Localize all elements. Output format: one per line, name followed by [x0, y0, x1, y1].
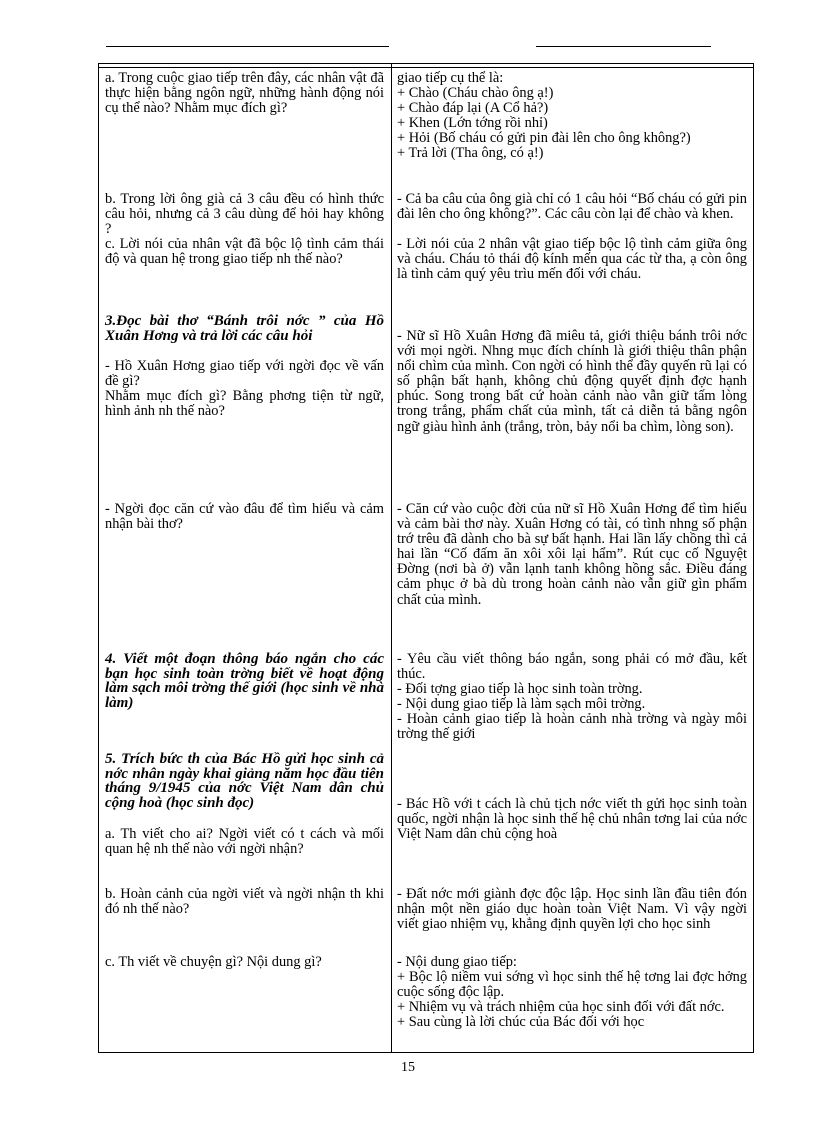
answer-poem-purpose: - Nữ sĩ Hồ Xuân Hơng đã miêu tả, giới thiệu bánh trôi nớc với mọi ngời. Nhng mục đích chính là giới thiệu thân phận nổi chìm của mình. Con ngời có hình thể đầy quyến rũ lại có số phận bất hạnh, không chủ động quyết định đợc hạnh phúc. Song trong bất cứ hoàn cảnh nào vẫn giữ tấm lòng trong trắng, phẩm chất của mình, tất cả diễn tả bằng ngôn ngữ giàu hình ảnh (trắng, tròn, bảy nổi ba chìm, lòng son).	[397, 328, 747, 435]
answer-poem-reading: - Căn cứ vào cuộc đời của nữ sĩ Hồ Xuân Hơng để tìm hiểu và cảm bài thơ này. Xuân Hơng có tài, có tình nhng số phận trớ trêu đã dành cho bà sự bất hạnh. Hai lần lấy chồng thì cả hai lần “Cố đấm ăn xôi xôi lại hẩm”. Rút cục cố Nguyệt Đờng (nơi bà ở) vẫn lạnh tanh không hồng sắc. Điều đáng cảm phục ở bà dù trong hoàn cảnh nào vẫn giữ gìn phẩm chất của mình.	[397, 501, 747, 608]
section-5-question-b: b. Hoàn cảnh của ngời viết và ngời nhận th khi đó nh thế nào?	[105, 886, 384, 918]
answer-question-forms: - Cả ba câu của ông già chỉ có 1 câu hỏi “Bố cháu có gửi pin đài lên cho ông không?”. Các câu còn lại để chào và khen.	[397, 191, 747, 223]
answer-speech-acts: giao tiếp cụ thể là: + Chào (Cháu chào ông ạ!) + Chào đáp lại (A Cổ hả?) + Khen (Lớn tớng rồi nhỉ) + Hỏi (Bố cháu có gửi pin đài lên cho ông không?) + Trả lời (Tha ông, có ạ!)	[397, 70, 691, 162]
section-4-title: 4. Viết một đoạn thông báo ngắn cho các bạn học sinh toàn trờng biết về hoạt động làm sạch môi trờng thế giới (học sinh về nhà làm)	[105, 651, 384, 711]
question-c: c. Lời nói của nhân vật đã bộc lộ tình cảm thái độ và quan hệ trong giao tiếp nh thế nào?	[105, 236, 384, 268]
answer-letter-sender: - Bác Hồ với t cách là chủ tịch nớc viết th gửi học sinh toàn quốc, ngời nhận là học sinh thế hệ chủ nhân tơng lai của nớc Việt Nam dân chủ cộng hoà	[397, 796, 747, 843]
table-top-rule	[99, 67, 753, 68]
section-3-question-1: - Hồ Xuân Hơng giao tiếp với ngời đọc về vấn đề gì? Nhằm mục đích gì? Bằng phơng tiện từ ngữ, hình ảnh nh thế nào?	[105, 358, 384, 420]
column-divider	[391, 64, 392, 1052]
answer-attitude: - Lời nói của 2 nhân vật giao tiếp bộc lộ tình cảm giữa ông và cháu. Cháu tỏ thái độ kính mến qua các từ tha, ạ còn ông là tình cảm quý yêu trìu mến đối với cháu.	[397, 236, 747, 283]
section-3-question-2: - Ngời đọc căn cứ vào đâu để tìm hiểu và cảm nhận bài thơ?	[105, 501, 384, 533]
question-a: a. Trong cuộc giao tiếp trên đây, các nhân vật đã thực hiện bằng ngôn ngữ, những hành động nói cụ thể nào? Nhằm mục đích gì?	[105, 70, 384, 117]
section-5-title: 5. Trích bức th của Bác Hồ gửi học sinh cả nớc nhân ngày khai giảng năm học đầu tiên tháng 9/1945 của nớc Việt Nam dân chủ cộng hoà (học sinh đọc)	[105, 751, 384, 811]
page-number: 15	[401, 1060, 415, 1075]
answer-letter-context: - Đất nớc mới giành đợc độc lập. Học sinh lần đầu tiên đón nhận một nền giáo dục hoàn toàn Việt Nam. Vì vậy ngời viết giao nhiệm vụ, khẳng định quyền lợi cho học sinh	[397, 886, 747, 933]
header-rule-right	[536, 46, 711, 47]
header-rule-left	[106, 46, 389, 47]
content-table	[98, 63, 754, 1053]
section-5-question-c: c. Th viết về chuyện gì? Nội dung gì?	[105, 954, 322, 970]
answer-notice: - Yêu cầu viết thông báo ngắn, song phải có mở đầu, kết thúc. - Đối tợng giao tiếp là học sinh toàn trờng. - Nội dung giao tiếp là làm sạch môi trờng. - Hoàn cảnh giao tiếp là hoàn cảnh nhà trờng và ngày môi trờng thế giới	[397, 651, 747, 743]
section-5-question-a: a. Th viết cho ai? Ngời viết có t cách và mối quan hệ nh thế nào với ngời nhận?	[105, 826, 384, 858]
answer-letter-content: - Nội dung giao tiếp: + Bộc lộ niềm vui sớng vì học sinh thế hệ tơng lai đợc hởng cuộc sống độc lập. + Nhiệm vụ và trách nhiệm của học sinh đối với đất nớc. + Sau cùng là lời chúc của Bác đối với học	[397, 954, 747, 1031]
question-b: b. Trong lời ông già cả 3 câu đều có hình thức câu hỏi, nhưng cả 3 câu dùng để hỏi hay không ?	[105, 191, 384, 238]
section-3-title: 3.Đọc bài thơ “Bánh trôi nớc ” của Hồ Xuân Hơng và trả lời các câu hỏi	[105, 313, 384, 344]
